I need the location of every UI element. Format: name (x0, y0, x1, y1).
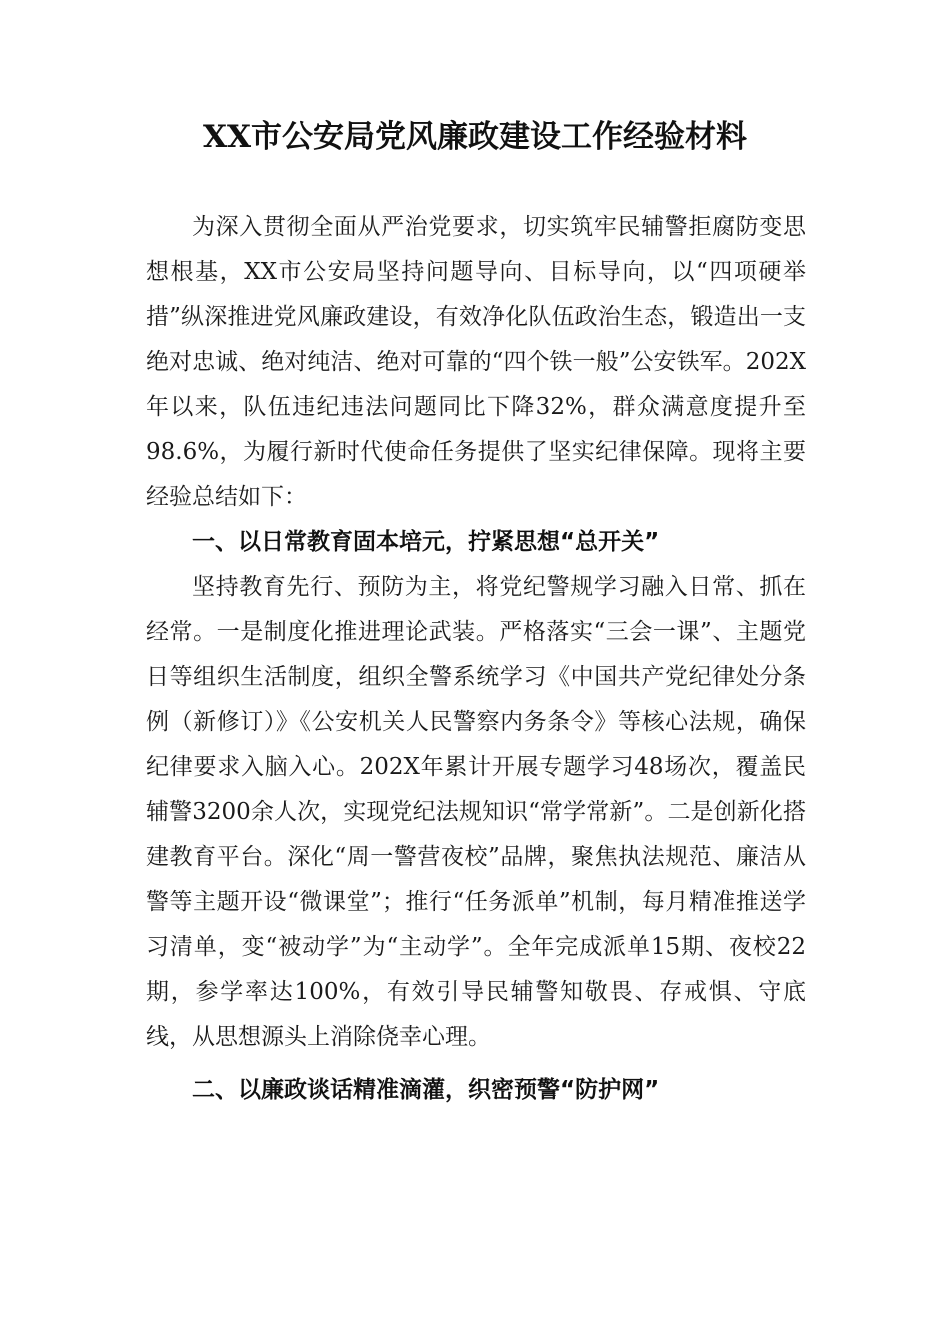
section-1-heading: 一、以日常教育固本培元，拧紧思想“总开关” (192, 529, 660, 555)
section-2-heading: 二、以廉政谈话精准滴灌，织密预警“防护网” (192, 1077, 660, 1103)
document-title: XX市公安局党风廉政建设工作经验材料 (202, 119, 748, 155)
section-1-paragraph: 坚持教育先行、预防为主，将党纪警规学习融入日常、抓在经常。一是制度化推进理论武装。严格落实“三会一课”、主题党日等组织生活制度，组织全警系统学习《中国共产党纪律处分条例（新修订）》《公安机关人民警察内务条令》等核心法规，确保纪律要求入脑入心。202X年累计开展专题学习48场次，覆盖民辅警3200余人次，实现党纪法规知识“常学常新”。二是创新化搭建教育平台。深化“周一警营夜校”品牌，聚焦执法规范、廉洁从警等主题开设“微课堂”；推行“任务派单”机制，每月精准推送学习清单，变“被动学”为“主动学”。全年完成派单15期、夜校22期，参学率达100%，有效引导民辅警知敬畏、存戒惧、守底线，从思想源头上消除侥幸心理。 (146, 574, 806, 1050)
document-body (146, 205, 806, 1113)
intro-paragraph: 为深入贯彻全面从严治党要求，切实筑牢民辅警拒腐防变思想根基，XX市公安局坚持问题导向、目标导向，以“四项硬举措”纵深推进党风廉政建设，有效净化队伍政治生态，锻造出一支绝对忠诚、绝对纯洁、绝对可靠的“四个铁一般”公安铁军。202X年以来，队伍违纪违法问题同比下降32%，群众满意度提升至98.6%，为履行新时代使命任务提供了坚实纪律保障。现将主要经验总结如下： (146, 214, 806, 510)
